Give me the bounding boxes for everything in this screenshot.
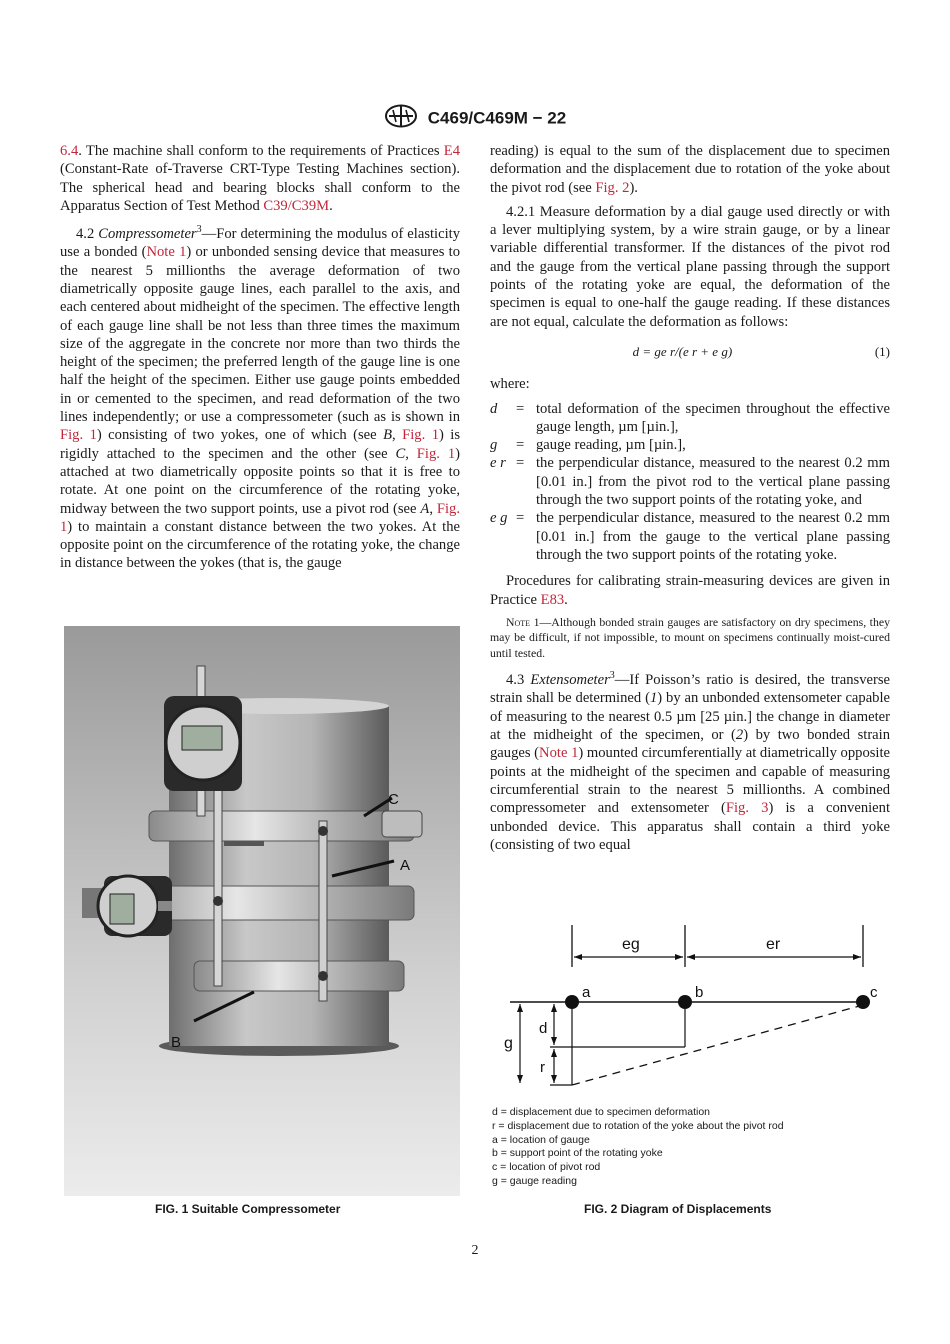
definition-symbol: g [490, 437, 498, 454]
legend-item: r = displacement due to rotation of the yoke about the pivot rod [492, 1119, 784, 1132]
text-run: ) is a convenient unbonded device. This apparatus shall contain a third yoke (consisting of two equal [490, 800, 891, 853]
note-1 [490, 615, 890, 662]
fig2-caption: FIG. 2 Diagram of Displacements [584, 1202, 772, 1216]
text-run: A [420, 500, 430, 517]
paragraph-calibration [490, 572, 890, 609]
cross-reference-link[interactable]: Fig. 3 [725, 800, 769, 817]
page-header [0, 104, 950, 133]
definition-text: the perpendicular distance, measured to the nearest 0.2 mm [0.01 in.] from the pivot rod to the vertical plane passing through the two support points of the rotating yoke, and [536, 455, 890, 509]
note-text: —Although bonded strain gauges are satisfactory on dry specimens, they may be difficult, if not impossible, to mount on specimens continually moist-cured until tested. [490, 614, 890, 660]
cross-reference-link[interactable]: Fig. 1 [402, 427, 439, 444]
text-run: ) consisting of two yokes, one of which (see [96, 427, 384, 444]
cross-reference-link[interactable]: 6.4 [60, 143, 79, 159]
fig1-photo [64, 626, 460, 1196]
fig1-label-a: A [400, 857, 411, 874]
text-run: (Constant-Rate of-Traverse CRT-Type Testing Machines section). The spherical head and bearing blocks shall conform to the Apparatus Section of Test Method [60, 161, 460, 214]
fig2-point-c [856, 995, 870, 1009]
definition-text: the perpendicular distance, measured to the nearest 0.2 mm [0.01 in.] from the gauge to the vertical plane passing through the two support points of the rotating yoke. [536, 510, 890, 563]
fig2-label-a: a [582, 984, 591, 1001]
legend-item: d = displacement due to specimen deformation [492, 1106, 711, 1118]
legend-item: c = location of pivot rod [492, 1161, 601, 1174]
text-run: , [405, 445, 417, 462]
cross-reference-link[interactable]: Fig. 2 [595, 179, 630, 196]
text-run: ). [629, 179, 638, 196]
text-run: 4.2.1 Measure deformation by a dial gauge used directly or with a lever multiplying system, by a wire strain gauge, or by a linear variable differential transformer. If the distances of the pivot rod and the gauge from the vertical plane passing through the support points of the rotating yoke are equal, the deformation of the specimen is equal to one-half the gauge reading. If these distances are not equal, calculate the deformation as follows: [490, 203, 890, 330]
definition-equals: = [516, 510, 525, 527]
text-run: , [429, 500, 437, 517]
text-run: 4.3 [506, 672, 531, 689]
fig1-label-c: C [388, 791, 399, 808]
where-label: where: [490, 376, 530, 393]
fig2-label-r: r [540, 1059, 545, 1076]
cross-reference-link[interactable]: C39/C39M [263, 197, 330, 214]
paragraph-6-4-continuation [60, 142, 460, 215]
fig2-dim-eg: eg [622, 936, 640, 953]
footnote-ref: 3 [196, 224, 202, 236]
legend-item: a = location of gauge [492, 1133, 590, 1146]
note-label: Note 1 [506, 614, 540, 629]
text-run: . The machine shall conform to the requirements of Practices [78, 143, 444, 159]
definition-symbol: d [490, 400, 498, 417]
left-column [60, 142, 460, 579]
text-run: 1 [649, 690, 658, 707]
fig2-label-d: d [539, 1020, 548, 1037]
document-code: C469/C469M − 22 [427, 108, 567, 128]
cross-reference-link[interactable]: Fig. 1 [60, 427, 97, 444]
legend-item: g = gauge reading [492, 1174, 577, 1187]
text-run: 2 [735, 727, 744, 744]
cross-reference-link[interactable]: Fig. 1 [416, 445, 456, 462]
definition-equals: = [516, 455, 525, 472]
definition-text: gauge reading, µm [µin.], [536, 437, 686, 454]
text-run: —For determining the modulus of elasticity use a bonded ( [60, 226, 460, 261]
cross-reference-link[interactable]: Note 1 [146, 244, 187, 261]
legend-item: b = support point of the rotating yoke [492, 1147, 663, 1160]
text-run: Compressometer [98, 226, 197, 243]
text-run: . [329, 197, 333, 214]
text-run: ) mounted circumferentially at diametrically opposite points at the midheight of the specimen and capable of measuring circumferential strain to the nearest 5 millionths. A combined compressometer and extensometer ( [490, 745, 891, 817]
fig2-legend [492, 1106, 784, 1189]
fig2-label-b: b [695, 984, 704, 1001]
cross-reference-link[interactable]: Fig. 1 [60, 500, 460, 535]
right-column [490, 142, 890, 860]
footnote-ref: 3 [609, 670, 615, 682]
equation-number: (1) [874, 343, 890, 359]
text-run: ) by two bonded strain gauges ( [490, 727, 891, 762]
text-run: Procedures for calibrating strain-measuring devices are given in Practice [490, 573, 890, 608]
fig2-label-c: c [870, 984, 878, 1001]
text-run: . [564, 591, 568, 608]
definition-symbol: e r [490, 455, 506, 472]
paragraph-4-2-compressometer [60, 221, 460, 573]
text-run: ) to maintain a constant distance between the two yokes. At the opposite point on the circumference of the rotating yoke, the change in distance between the yokes (that is, the gauge [60, 518, 460, 572]
variable-definitions [490, 400, 890, 565]
text-run: ) attached at two diametrically opposite points so that it is free to rotate. At one point on the circumference of the rotating yoke, midway between the two support points, use a pivot rod (see [60, 445, 461, 517]
text-run: Extensometer [530, 672, 610, 689]
definition-equals: = [516, 437, 525, 454]
paragraph-4-2-1 [490, 203, 890, 331]
fig2-label-g: g [504, 1035, 513, 1052]
equation-formula [490, 343, 875, 361]
equation-1 [490, 343, 890, 361]
fig2-point-a [565, 995, 579, 1009]
cross-reference-link[interactable]: E4 [443, 143, 460, 159]
definition-equals: = [516, 400, 525, 417]
text-run: B [383, 427, 393, 444]
paragraph-4-3-extensometer [490, 667, 890, 854]
equation-text: d = ge r/(e r + e g) [632, 343, 733, 359]
fig2-point-b [678, 995, 692, 1009]
paragraph-4-2-continuation [490, 142, 890, 197]
text-run: ) by an unbonded extensometer capable of measuring to the nearest 0.5 µm [25 µin.] the change in diameter at the midheight of the specimen, or ( [490, 690, 890, 744]
cross-reference-link[interactable]: Note 1 [539, 745, 579, 762]
fig1-caption: FIG. 1 Suitable Compressometer [155, 1202, 341, 1216]
text-run: ) or unbonded sensing device that measures to the nearest 5 millionths the average deformation of two diametrically opposite gauge lines, each parallel to the axis, and each centered about midheight of the specimen. The effective length of each gauge line shall be not less than three times the maximum size of the aggregate in the concrete nor more than two thirds the height of the specimen; the preferred length of the gauge line is one half the height of the specimen. Either use gauge points embedded in or cemented to the specimen, and read deformation of the two lines independently; or use a compressometer (such as is shown in [60, 244, 460, 426]
text-run: ) is rigidly attached to the specimen and the other (see [60, 427, 461, 462]
text-run: reading) is equal to the sum of the displacement due to specimen deformation and the displacement due to rotation of the yoke about the pivot rod (see [490, 143, 890, 196]
cross-reference-link[interactable]: E83 [540, 591, 565, 608]
astm-logo-icon [384, 104, 418, 133]
fig1-label-b: B [171, 1034, 182, 1051]
text-run: 4.2 [76, 226, 99, 243]
page-number: 2 [471, 1243, 479, 1258]
text-run: —If Poisson’s ratio is desired, the transverse strain shall be determined ( [490, 672, 890, 707]
definition-symbol: e g [490, 510, 508, 527]
fig2-dim-er: er [766, 936, 781, 953]
text-run: C [395, 445, 406, 462]
text-run: , [392, 427, 403, 444]
definition-text: total deformation of the specimen throughout the effective gauge length, µm [µin.], [536, 400, 890, 435]
